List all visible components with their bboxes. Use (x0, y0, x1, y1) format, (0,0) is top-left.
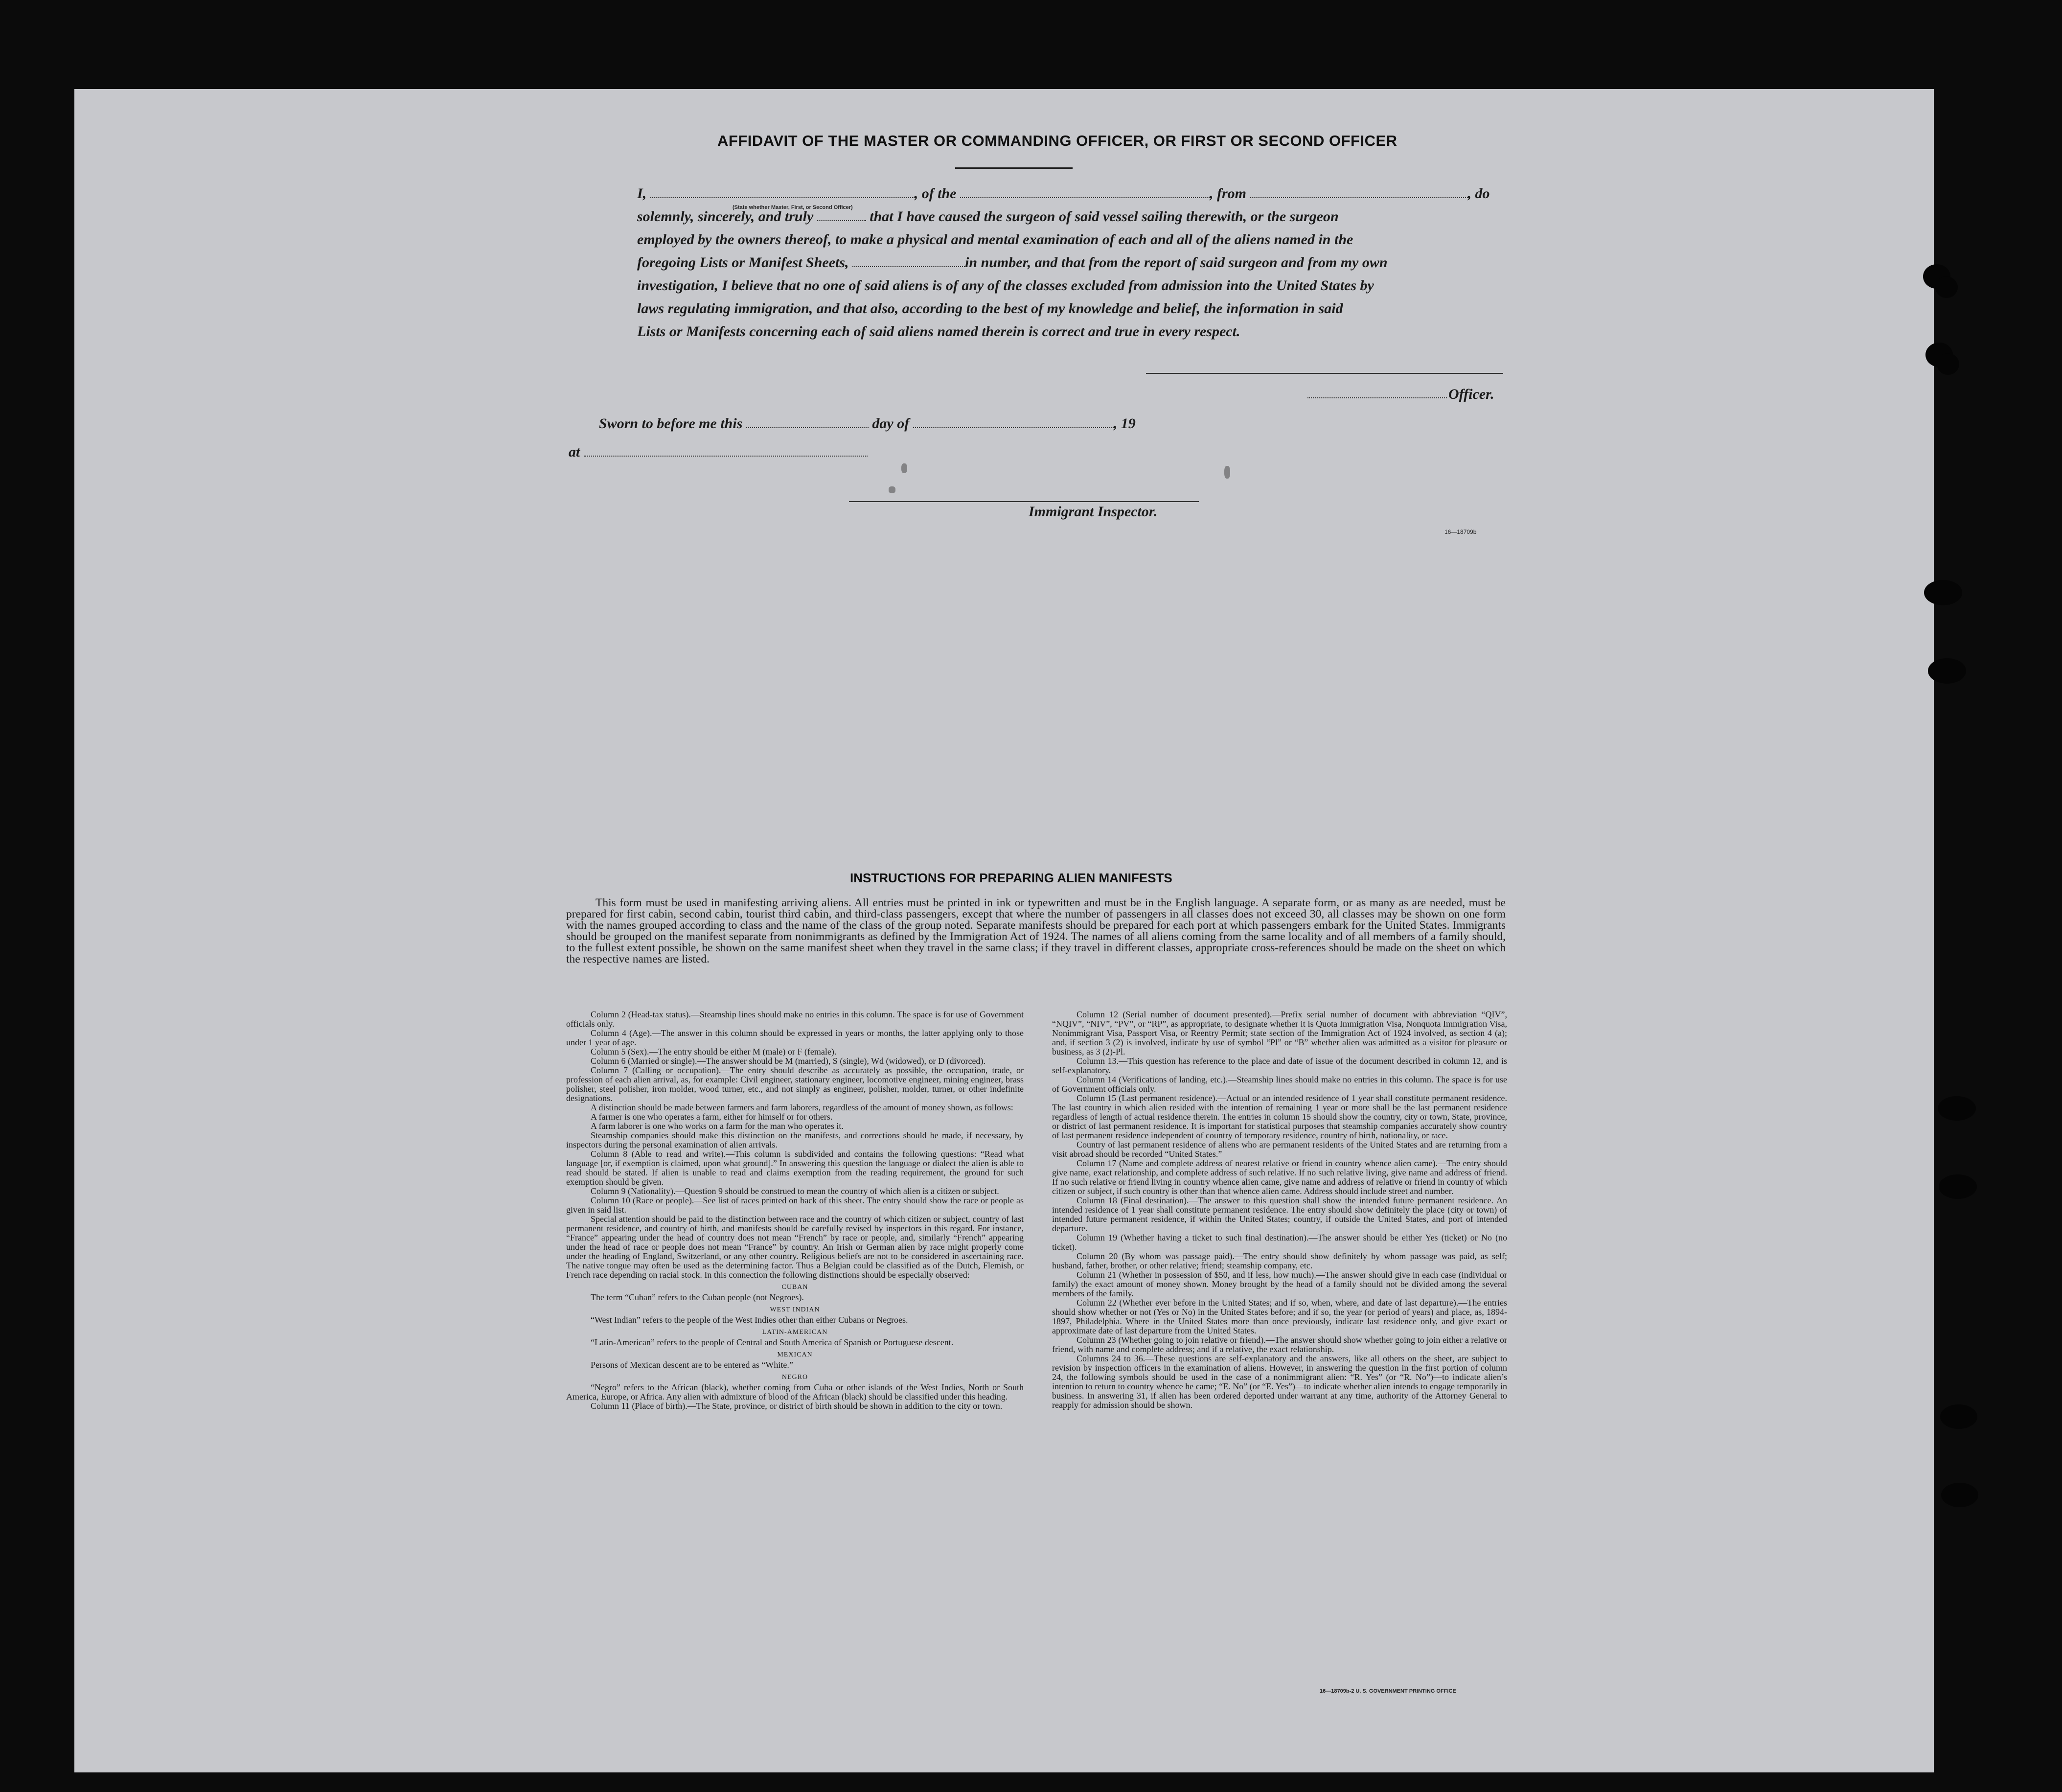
inspector-label: Immigrant Inspector. (1029, 504, 1158, 520)
binder-hole (1939, 1174, 1977, 1199)
right-paragraph: Columns 24 to 36.—These questions are self-explanatory and the answers, like all others on the sheet, are subject to revision by inspection officers in the examination of aliens. However, in answering the question in the first portion of column 24, the following symbols should be used in the case of a nonimmigrant alien: “R. Yes” (or “R. No”)—to indicate alien’s intention to return to country whence he came; “E. No” (or “E. Yes”)—to indicate whether alien intends to engage temporarily in business. In answering 31, if alien has been ordered deported under warrant at any time, authority of the Attorney General to reapply for admission should be shown. (1052, 1354, 1507, 1410)
officer-signature-blank (1307, 394, 1447, 398)
ink-smudge (901, 463, 907, 473)
affidavit-line-4 (637, 251, 1581, 274)
left-paragraph: Column 6 (Married or single).—The answer should be M (married), S (single), Wd (widowed), or D (divorced). (591, 1056, 985, 1066)
instructions-right-column (1052, 1010, 1507, 1410)
left-paragraph: Column 8 (Able to read and write).—This column is subdivided and contains the following questions: “Read what language [or, if exemption is claimed, upon what ground].” In answering this question the language or dialect the alien is able to read should be stated. If alien is unable to read and claims exemption from the reading requirement, the ground for such exemption should be given. (566, 1149, 1024, 1187)
title-underline (955, 167, 1073, 169)
affidavit-i: I, (637, 185, 647, 202)
binder-hole (1937, 353, 1959, 375)
heading-west-indian: WEST INDIAN (770, 1306, 820, 1313)
sworn-month-blank (913, 424, 1114, 428)
place-blank (584, 453, 868, 457)
affidavit-line-3: employed by the owners thereof, to make a physical and mental examination of each and all of the aliens named in the (637, 231, 1353, 248)
right-paragraph: Column 22 (Whether ever before in the United States; and if so, when, where, and date of last departure).—The entries should show whether or not (Yes or No) in the United States before; and if so, the year (or period of years) and place, as, 1894-1897, Philadelphia. Where in the United States more than once previously, indicate last residence only, and give exact or approximate date of last departure from the United States. (1052, 1298, 1507, 1335)
binder-hole (1935, 276, 1958, 298)
surgeon-text: that I have caused the surgeon of said vessel sailing therewith, or the surgeon (870, 208, 1339, 225)
officer-rank-blank (650, 194, 915, 198)
affidavit-line-6: laws regulating immigration, and that also, according to the best of my knowledge and belief, the information in said (637, 300, 1343, 317)
left-paragraph: A farmer is one who operates a farm, either for himself or for others. (591, 1112, 833, 1122)
ink-smudge (1224, 466, 1230, 479)
text-mexican: Persons of Mexican descent are to be entered as “White.” (591, 1360, 793, 1370)
sworn-line (599, 412, 1284, 435)
port-blank (1250, 194, 1468, 198)
sworn-label: Sworn to before me this (599, 415, 743, 432)
right-paragraph: Column 17 (Name and complete address of nearest relative or friend in country whence alien came).—The entry should give name, exact relationship, and complete address of such relative. If no such relative living, give name and address of friend. If no such relative or friend living in country whence alien came, give name and address of relative or friend in country of which citizen or subject, if such country is other than that whence alien came. Address should include street and number. (1052, 1158, 1507, 1196)
right-paragraph: Column 21 (Whether in possession of $50, and if less, how much).—The answer should give in each case (individual or family) the exact amount of money shown. Money brought by the head of a family should not be divided among the several members of the family. (1052, 1270, 1507, 1298)
printing-office-footer: 16—18709b-2 U. S. GOVERNMENT PRINTING OFFICE (1320, 1688, 1456, 1694)
heading-mexican: MEXICAN (777, 1351, 813, 1358)
instructions-left-column (566, 1010, 1024, 1411)
officer-label: Officer. (1448, 386, 1494, 402)
right-paragraph: Column 13.—This question has reference to the place and date of issue of the document described in column 12, and is self-explanatory. (1052, 1056, 1507, 1075)
text-cuban: The term “Cuban” refers to the Cuban people (not Negroes). (591, 1292, 804, 1302)
of-the-label: , of the (914, 185, 957, 202)
left-paragraph: Special attention should be paid to the distinction between race and the country of which citizen or subject, country of last permanent residence, and country of birth, and manifests should be carefully revised by inspectors in this regard. For instance, “France” appearing under the head of country does not mean “French” by race or people, and, similarly “French” appearing under the head of race or people does not mean “France” by country. An Irish or German alien by race might properly come under the heading of England, Switzerland, or any other country. Religious beliefs are not to be considered in ascertaining race. The native tongue may often be used as the determining factor. Thus a Belgian could be classified as of the Dutch, Flemish, or French race depending on racial stock. In this connection the following distinctions should be especially observed: (566, 1214, 1024, 1280)
left-paragraph: Column 4 (Age).—The answer in this column should be expressed in years or months, the latter applying only to those under 1 year of age. (566, 1028, 1024, 1047)
affidavit-line-2 (637, 205, 1581, 228)
right-paragraph: Country of last permanent residence of aliens who are permanent residents of the United States and are returning from a visit abroad should be recorded “United States.” (1052, 1140, 1507, 1159)
heading-cuban: CUBAN (781, 1284, 808, 1291)
left-paragraph: Column 2 (Head-tax status).—Steamship lines should make no entries in this column. The space is for use of Government officials only. (566, 1010, 1024, 1029)
right-paragraph: Column 19 (Whether having a ticket to such final destination).—The answer should be either Yes (ticket) or No (no ticket). (1052, 1233, 1507, 1252)
left-paragraph: Column 7 (Calling or occupation).—The entry should describe as accurately as possible, the occupation, trade, or profession of each alien arrival, as, for example: Civil engineer, stationary engineer, locomotive engineer, mining engineer, brass polisher, steel polisher, iron molder, wood turner, etc., and not simply as engineer, polisher, molder, turner, or other indefinite designations. (566, 1065, 1024, 1103)
left-paragraph: A farm laborer is one who works on a farm for the man who operates it. (591, 1121, 844, 1131)
left-paragraph: A distinction should be made between farmers and farm laborers, regardless of the amount of money shown, as follows: (591, 1103, 1013, 1112)
vessel-blank (960, 194, 1210, 198)
instructions-title: INSTRUCTIONS FOR PREPARING ALIEN MANIFESTS (850, 871, 1172, 885)
at-line (569, 440, 911, 463)
solemnly-label: solemnly, sincerely, and truly (637, 208, 814, 225)
left-paragraph: Column 5 (Sex).—The entry should be either M (male) or F (female). (591, 1047, 837, 1057)
text-west-indian: “West Indian” refers to the people of the West Indies other than either Cubans or Negroes. (591, 1315, 908, 1325)
sworn-day-blank (746, 424, 869, 428)
do-label: , do (1467, 185, 1490, 202)
text-negro: “Negro” refers to the African (black), whether coming from Cuba or other islands of the West Indies, North or South America, Europe, or Africa. Any alien with admixture of blood of the African (black) should be classified under this heading. (566, 1382, 1024, 1401)
officer-rank-note: (State whether Master, First, or Second Officer) (733, 205, 853, 210)
text-column-11: Column 11 (Place of birth).—The State, province, or district of birth should be shown in addition to the city or town. (591, 1401, 1003, 1411)
from-label: , from (1210, 185, 1247, 202)
right-paragraph: Column 18 (Final destination).—The answer to this question shall show the intended future permanent residence. An intended residence of 1 year shall constitute permanent residence. The entry should show definitely the place (city or town) of intended future permanent residence, if within the United States; country, if outside the United States, and port of intended departure. (1052, 1195, 1507, 1233)
affidavit-title: AFFIDAVIT OF THE MASTER OR COMMANDING OFFICER, OR FIRST OR SECOND OFFICER (717, 132, 1398, 149)
affidavit-line-1 (637, 182, 1581, 205)
heading-negro: NEGRO (781, 1374, 808, 1381)
ink-smudge (889, 486, 895, 493)
right-paragraph: Column 20 (By whom was passage paid).—The entry should show definitely by whom passage was paid, as self; husband, father, brother, or other relative; friend; steamship company, etc. (1052, 1251, 1507, 1270)
signature-line-top (1146, 373, 1503, 374)
instructions-intro: This form must be used in manifesting arriving aliens. All entries must be printed in ink or typewritten and must be in the English language. A separate form, or as many as are needed, must be prepared for first cabin, second cabin, tourist third cabin, and third-class passengers, except that where the number of passengers in all classes does not exceed 30, all classes may be shown on one form with the names grouped according to class and the name of the class of the group noted. Separate manifests should be prepared for each port at which passengers embark for the United States. Immigrants should be grouped on the manifest separate from nonimmigrants as defined by the Immigration Act of 1924. The names of all aliens coming from the same locality and of all members of a family should, to the fullest extent possible, be shown on the same manifest sheet when they travel in the same class; if they travel in different classes, appropriate cross-references should be made on the sheet on which the respective names are listed. (566, 896, 1506, 965)
right-paragraph: Column 23 (Whether going to join relative or friend).—The answer should show whether going to join either a relative or friend, with name and complete address; and if a relative, the exact relationship. (1052, 1335, 1507, 1354)
left-paragraph: Steamship companies should make this distinction on the manifests, and corrections should be made, if necessary, by inspectors during the personal examination of alien arrivals. (566, 1130, 1024, 1149)
affidavit-line-7: Lists or Manifests concerning each of said aliens named therein is correct and true in every respect. (637, 323, 1240, 340)
form-sheet (74, 89, 1934, 1772)
form-number: 16—18709b (1444, 528, 1477, 535)
manifest-sheets-label: foregoing Lists or Manifest Sheets, (637, 254, 849, 271)
oath-blank (817, 217, 866, 221)
number-blank (852, 263, 965, 267)
right-paragraph: Column 15 (Last permanent residence).—Actual or an intended residence of 1 year shall constitute permanent residence. The last country in which alien resided with the intention of remaining 1 year or more shall be the last permanent residence regardless of length of actual residence therein. The entries in column 15 should show the country, city or town, State, province, or district of last permanent residence. It is important for statistical purposes that steamship companies accurately show country of last permanent residence independent of country of temporary residence, country of birth, nationality, or race. (1052, 1093, 1507, 1140)
left-paragraph: Column 9 (Nationality).—Question 9 should be construed to mean the country of which alien is a citizen or subject. (591, 1186, 999, 1196)
right-paragraph: Column 14 (Verifications of landing, etc.).—Steamship lines should make no entries in this column. The space is for use of Government officials only. (1052, 1075, 1507, 1094)
right-paragraph: Column 12 (Serial number of document presented).—Prefix serial number of document with abbreviation “QIV”, “NQIV”, “NIV”, “PV”, or “RP”, as appropriate, to designate whether it is Quota Immigration Visa, Nonquota Immigration Visa, Nonimmigrant Visa, Passport Visa, or Reentry Permit; state section of the Immigration Act of 1924 involved, as section 4 (a); and, if section 3 (2) is involved, indicate by use of symbol “Pl” or “B” whether alien was admitted as a visitor for pleasure or business, as 3 (2)-Pl. (1052, 1010, 1507, 1057)
left-paragraph: Column 10 (Race or people).—See list of races printed on back of this sheet. The entry should show the race or people as given in said list. (566, 1195, 1024, 1215)
binder-hole (1941, 1483, 1978, 1507)
text-latin-american: “Latin-American” refers to the people of Central and South America of Spanish or Portuguese descent. (591, 1337, 954, 1347)
binder-hole (1938, 1096, 1976, 1121)
affidavit-line-5: investigation, I believe that no one of said aliens is of any of the classes excluded from admission into the United States by (637, 277, 1374, 294)
day-of-label: day of (872, 415, 910, 432)
binder-hole (1940, 1404, 1977, 1429)
in-number-text: in number, and that from the report of said surgeon and from my own (965, 254, 1388, 271)
binder-hole (1928, 658, 1966, 684)
at-label: at (569, 444, 580, 460)
year-label: , 19 (1113, 415, 1136, 432)
heading-latin-american: LATIN-AMERICAN (762, 1329, 828, 1336)
binder-hole (1924, 580, 1962, 605)
